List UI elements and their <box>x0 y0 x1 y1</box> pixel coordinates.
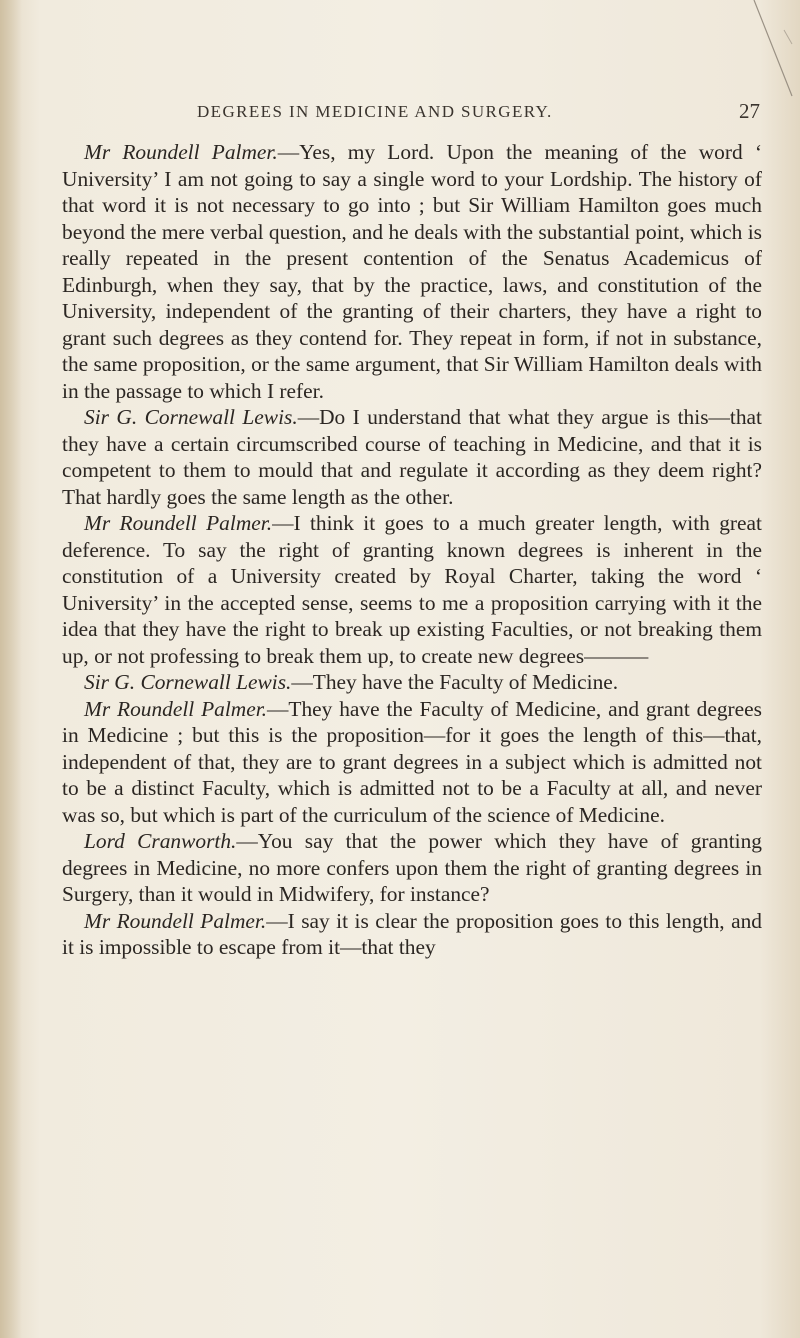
speaker-name: Mr Roundell Palmer. <box>84 908 267 933</box>
speaker-name: Mr Roundell Palmer. <box>84 140 278 164</box>
paragraph <box>62 669 762 696</box>
paragraph <box>62 696 762 829</box>
paragraph-text: —Yes, my Lord. Upon the meaning of the word ‘ University’ I am not going to say a single word to your Lordship. The history of that word it is not necessary to go into ; but Sir William Hamilton goes much beyond the mere verbal question, and he deals with the substantial point, which is really repeated in the present contention of the Senatus Academicus of Edinburgh, when they say, that by the practice, laws, and constitution of the University, independent of the granting of their charters, they have a right to grant such degrees as they contend for. They repeat in form, if not in substance, the same proposition, or the same argument, that Sir William Hamilton deals with in the passage to which I refer. <box>62 140 762 403</box>
paragraph <box>62 908 762 961</box>
body-text <box>62 139 762 961</box>
paragraph <box>62 828 762 908</box>
speaker-name: Mr Roundell Palmer. <box>84 696 268 721</box>
page-number: 27 <box>739 99 760 123</box>
paragraph-text: —You say that the power which they have of granting degrees in Medicine, no more confers upon them the right of granting degrees in Surgery, than it would in Midwifery, for instance? <box>62 829 763 906</box>
paragraph-text: —I say it is clear the proposition goes to this length, and it is impossible to escape from it—that they <box>62 908 762 959</box>
speaker-name: Lord Cranworth. <box>84 829 237 853</box>
speaker-name: Mr Roundell Palmer. <box>84 511 273 535</box>
paragraph-text: —I think it goes to a much greater length, with great deference. To say the right of granting known degrees is inherent in the constitution of a University created by Royal Charter, taking the word ‘ University’ in the accepted sense, seems to me a proposition carrying with it the idea that they have the right to break up existing Faculties, or not breaking them up, or not professing to break them up, to create new degrees——— <box>62 511 762 668</box>
paragraph-text: —They have the Faculty of Medicine, and grant degrees in Medicine ; but this is the proposition—for it goes the length of this—that, independent of that, they are to grant degrees in a subject which is admitted not to be a distinct Faculty, which is admitted not to be a Faculty at all, and never was so, but which is part of the curriculum of the science of Medicine. <box>62 696 762 827</box>
page-corner-mark <box>734 0 794 100</box>
speaker-name: Sir G. Cornewall Lewis. <box>84 405 298 429</box>
paragraph-text: —They have the Faculty of Medicine. <box>291 670 619 694</box>
paragraph <box>62 510 762 669</box>
page-gutter-shadow <box>0 0 22 1338</box>
running-head <box>60 99 760 126</box>
paragraph <box>62 404 762 510</box>
speaker-name: Sir G. Cornewall Lewis. <box>84 670 292 694</box>
paragraph <box>62 139 762 404</box>
paragraph-text: —Do I understand that what they argue is this—that they have a certain circumscribed course of teaching in Medicine, and that it is competent to them to mould that and regulate it according as they deem right? That hardly goes the same length as the other. <box>62 405 762 509</box>
running-head-title: DEGREES IN MEDICINE AND SURGERY. <box>197 102 553 121</box>
